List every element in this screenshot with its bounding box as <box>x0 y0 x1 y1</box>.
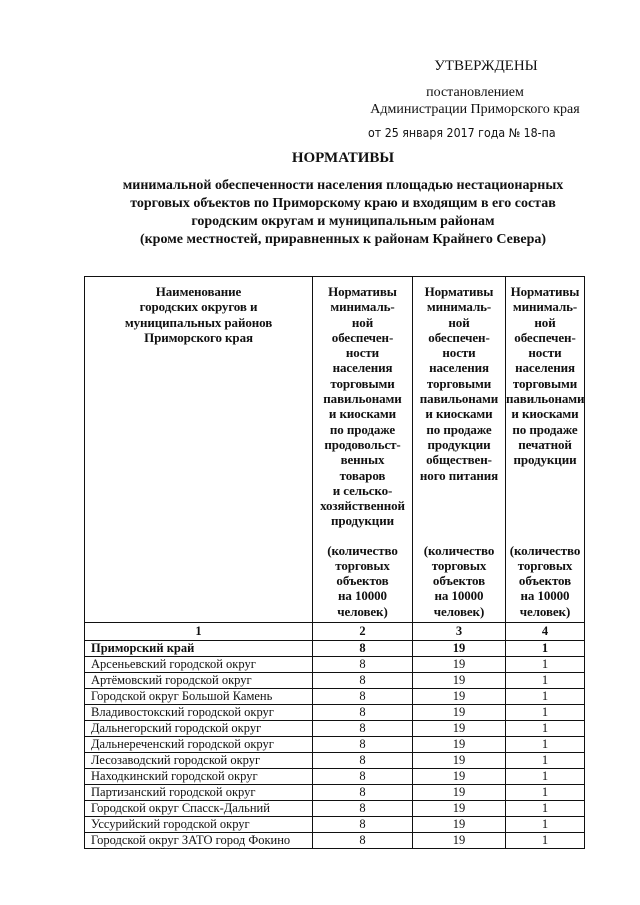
district-name: Дальнереченский городской округ <box>85 737 313 753</box>
district-name: Лесозаводский городской округ <box>85 753 313 769</box>
approval-line-administration: Администрации Приморского края <box>370 102 580 117</box>
table-row <box>85 817 585 833</box>
district-name: Находкинский городской округ <box>85 769 313 785</box>
food-kiosks-value: 8 <box>313 657 413 673</box>
district-name: Арсеньевский городской округ <box>85 657 313 673</box>
catering-kiosks-value: 19 <box>413 769 506 785</box>
district-name: Городской округ Большой Камень <box>85 689 313 705</box>
print-kiosks-value: 1 <box>506 785 585 801</box>
catering-kiosks-value: 19 <box>413 641 506 657</box>
table-row <box>85 769 585 785</box>
food-kiosks-value: 8 <box>313 785 413 801</box>
document-subtitle <box>86 177 600 249</box>
food-kiosks-value: 8 <box>313 817 413 833</box>
catering-kiosks-value: 19 <box>413 689 506 705</box>
document-title: НОРМАТИВЫ <box>291 150 395 166</box>
print-kiosks-value: 1 <box>506 801 585 817</box>
header-catering-kiosks <box>413 277 506 623</box>
district-name: Владивостокский городской округ <box>85 705 313 721</box>
table-row <box>85 737 585 753</box>
table-row <box>85 753 585 769</box>
food-kiosks-value: 8 <box>313 769 413 785</box>
header-food-kiosks <box>313 277 413 623</box>
column-number: 1 <box>85 623 313 641</box>
district-name: Городской округ Спасск-Дальний <box>85 801 313 817</box>
district-name: Дальнегорский городской округ <box>85 721 313 737</box>
catering-kiosks-value: 19 <box>413 673 506 689</box>
catering-kiosks-value: 19 <box>413 785 506 801</box>
approval-date-line: от 25 января 2017 года № 18-па <box>368 126 556 140</box>
table-row <box>85 673 585 689</box>
print-kiosks-value: 1 <box>506 673 585 689</box>
food-kiosks-value: 8 <box>313 753 413 769</box>
header-district-name <box>85 277 313 623</box>
column-number-row <box>85 623 585 641</box>
catering-kiosks-value: 19 <box>413 753 506 769</box>
print-kiosks-value: 1 <box>506 833 585 849</box>
food-kiosks-value: 8 <box>313 673 413 689</box>
district-name: Приморский край <box>85 641 313 657</box>
catering-kiosks-value: 19 <box>413 737 506 753</box>
subtitle-line: (кроме местностей, приравненных к районам Крайнего Севера) <box>139 232 547 247</box>
subtitle-line: городским округам и муниципальным районам <box>191 214 495 229</box>
header-text: Нормативы минималь- ной обеспечен- ности населения торговыми павильонами и киосками по продаже продовольст- венных товаров и сельско- хозяйственной продукции <box>320 284 405 529</box>
print-kiosks-value: 1 <box>506 657 585 673</box>
column-number: 2 <box>313 623 413 641</box>
table-body <box>85 641 585 849</box>
print-kiosks-value: 1 <box>506 705 585 721</box>
header-unit: (количество торговых объектов на 10000 человек) <box>509 542 581 619</box>
approval-line-resolution: постановлением <box>426 85 524 100</box>
food-kiosks-value: 8 <box>313 689 413 705</box>
column-number: 3 <box>413 623 506 641</box>
catering-kiosks-value: 19 <box>413 705 506 721</box>
catering-kiosks-value: 19 <box>413 721 506 737</box>
table-row <box>85 705 585 721</box>
catering-kiosks-value: 19 <box>413 817 506 833</box>
table-row <box>85 641 585 657</box>
header-unit: (количество торговых объектов на 10000 человек) <box>327 542 398 619</box>
food-kiosks-value: 8 <box>313 641 413 657</box>
district-name: Уссурийский городской округ <box>85 817 313 833</box>
table-row <box>85 785 585 801</box>
table-row <box>85 721 585 737</box>
column-number: 4 <box>506 623 585 641</box>
table-row <box>85 833 585 849</box>
print-kiosks-value: 1 <box>506 737 585 753</box>
catering-kiosks-value: 19 <box>413 657 506 673</box>
food-kiosks-value: 8 <box>313 801 413 817</box>
header-text: Нормативы минималь- ной обеспечен- ности населения торговыми павильонами и киосками по продаже продукции обществен- ного питания <box>419 284 499 483</box>
print-kiosks-value: 1 <box>506 817 585 833</box>
food-kiosks-value: 8 <box>313 833 413 849</box>
table-row <box>85 657 585 673</box>
header-text: Наименование городских округов и муниципальных районов Приморского края <box>124 284 273 345</box>
subtitle-line: минимальной обеспеченности населения площадью нестационарных <box>122 178 564 193</box>
catering-kiosks-value: 19 <box>413 801 506 817</box>
print-kiosks-value: 1 <box>506 721 585 737</box>
norms-table <box>84 276 585 849</box>
table-row <box>85 801 585 817</box>
subtitle-line: торговых объектов по Приморскому краю и входящим в его состав <box>130 196 556 211</box>
table-header-row <box>85 277 585 623</box>
district-name: Артёмовский городской округ <box>85 673 313 689</box>
district-name: Партизанский городской округ <box>85 785 313 801</box>
print-kiosks-value: 1 <box>506 769 585 785</box>
food-kiosks-value: 8 <box>313 721 413 737</box>
print-kiosks-value: 1 <box>506 753 585 769</box>
print-kiosks-value: 1 <box>506 689 585 705</box>
header-text: Нормативы минималь- ной обеспечен- ности населения торговыми павильонами и киосками по продаже печатной продукции <box>506 284 585 468</box>
header-unit: (количество торговых объектов на 10000 человек) <box>423 542 495 619</box>
print-kiosks-value: 1 <box>506 641 585 657</box>
district-name: Городской округ ЗАТО город Фокино <box>85 833 313 849</box>
food-kiosks-value: 8 <box>313 737 413 753</box>
approval-title: УТВЕРЖДЕНЫ <box>434 58 538 74</box>
table-row <box>85 689 585 705</box>
header-print-kiosks <box>506 277 585 623</box>
food-kiosks-value: 8 <box>313 705 413 721</box>
catering-kiosks-value: 19 <box>413 833 506 849</box>
